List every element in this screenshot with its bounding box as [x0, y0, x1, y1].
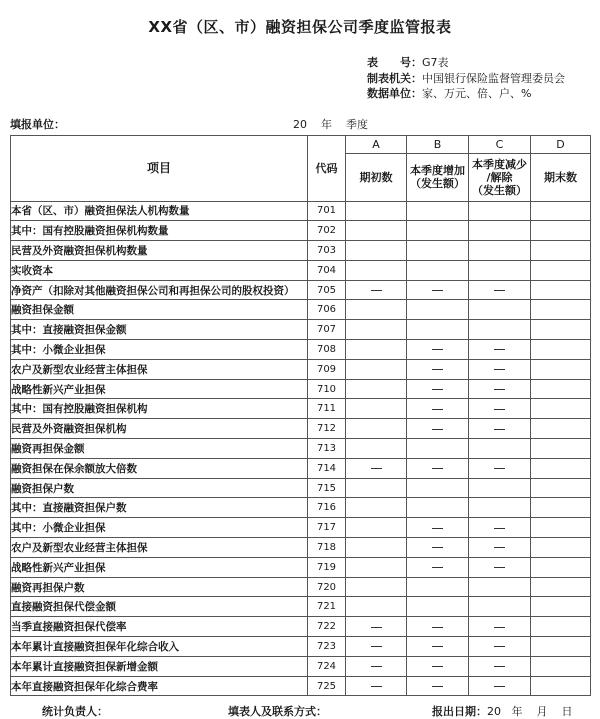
cell-col-b[interactable]	[407, 597, 469, 617]
table-header	[11, 135, 591, 201]
cell-col-a[interactable]	[346, 498, 407, 518]
statistician-label: 统计负责人：	[42, 705, 108, 719]
cell-col-c[interactable]	[469, 260, 531, 280]
issue-date-value: 20 年 月 日	[487, 705, 573, 719]
cell-col-b[interactable]	[407, 201, 469, 221]
not-applicable-dash-icon	[494, 369, 505, 370]
cell-col-a	[346, 656, 407, 676]
not-applicable-dash-icon	[494, 627, 505, 628]
cell-col-a[interactable]	[346, 300, 407, 320]
table-row	[11, 617, 591, 637]
not-applicable-dash-icon	[432, 468, 443, 469]
row-label: 本年直接融资担保年化综合费率	[11, 676, 308, 696]
cell-col-d[interactable]	[531, 399, 591, 419]
not-applicable-dash-icon	[432, 349, 443, 350]
row-code: 724	[308, 656, 346, 676]
cell-col-b	[407, 379, 469, 399]
table-row	[11, 538, 591, 558]
row-code: 706	[308, 300, 346, 320]
cell-col-b[interactable]	[407, 577, 469, 597]
cell-col-d[interactable]	[531, 478, 591, 498]
cell-col-b	[407, 340, 469, 360]
row-code: 716	[308, 498, 346, 518]
cell-col-d[interactable]	[531, 300, 591, 320]
page-title: XX省（区、市）融资担保公司季度监管报表	[148, 18, 452, 36]
cell-col-d[interactable]	[531, 637, 591, 657]
cell-col-b[interactable]	[407, 320, 469, 340]
table-row	[11, 656, 591, 676]
cell-col-c	[469, 419, 531, 439]
header-col-d-line1: 期末数	[544, 170, 577, 184]
meta-row-agency	[10, 71, 582, 87]
cell-col-b[interactable]	[407, 300, 469, 320]
not-applicable-dash-icon	[494, 686, 505, 687]
agency-label: 制表机关：	[367, 71, 422, 85]
header-col-a	[346, 153, 407, 201]
cell-col-b	[407, 518, 469, 538]
cell-col-c[interactable]	[469, 439, 531, 459]
row-label: 其中：小微企业担保	[11, 518, 308, 538]
cell-col-a	[346, 617, 407, 637]
table-row	[11, 439, 591, 459]
cell-col-a[interactable]	[346, 379, 407, 399]
cell-col-b[interactable]	[407, 241, 469, 261]
cell-col-c	[469, 399, 531, 419]
table-row	[11, 399, 591, 419]
row-code: 705	[308, 280, 346, 300]
not-applicable-dash-icon	[432, 547, 443, 548]
cell-col-a[interactable]	[346, 359, 407, 379]
not-applicable-dash-icon	[432, 429, 443, 430]
header-code: 代码	[308, 135, 346, 201]
cell-col-d[interactable]	[531, 518, 591, 538]
header-row-letters	[11, 135, 591, 153]
cell-col-a	[346, 637, 407, 657]
not-applicable-dash-icon	[432, 627, 443, 628]
header-letter-b: B	[407, 135, 469, 153]
cell-col-c	[469, 518, 531, 538]
cell-col-a[interactable]	[346, 538, 407, 558]
cell-col-a[interactable]	[346, 340, 407, 360]
table-row	[11, 300, 591, 320]
cell-col-c	[469, 617, 531, 637]
cell-col-b[interactable]	[407, 260, 469, 280]
cell-col-d[interactable]	[531, 359, 591, 379]
header-col-c-line1: 本季度减少	[472, 157, 527, 171]
cell-col-a[interactable]	[346, 577, 407, 597]
cell-col-b	[407, 557, 469, 577]
cell-col-b	[407, 656, 469, 676]
row-code: 718	[308, 538, 346, 558]
cell-col-c[interactable]	[469, 221, 531, 241]
table-row	[11, 676, 591, 696]
not-applicable-dash-icon	[494, 547, 505, 548]
table-row	[11, 359, 591, 379]
row-label: 其中：国有控股融资担保机构数量	[11, 221, 308, 241]
form-no-value: G7表	[422, 56, 449, 69]
row-code: 713	[308, 439, 346, 459]
table-row	[11, 458, 591, 478]
not-applicable-dash-icon	[494, 468, 505, 469]
row-label: 其中：国有控股融资担保机构	[11, 399, 308, 419]
header-letter-a: A	[346, 135, 407, 153]
filing-period: 20 年 季度	[293, 117, 368, 131]
cell-col-b	[407, 458, 469, 478]
cell-col-d[interactable]	[531, 320, 591, 340]
cell-col-a[interactable]	[346, 419, 407, 439]
cell-col-a[interactable]	[346, 557, 407, 577]
not-applicable-dash-icon	[432, 567, 443, 568]
row-label: 其中：直接融资担保户数	[11, 498, 308, 518]
cell-col-a	[346, 280, 407, 300]
table-row	[11, 379, 591, 399]
row-code: 725	[308, 676, 346, 696]
header-col-c-line2: /解除	[486, 170, 513, 184]
cell-col-a	[346, 676, 407, 696]
cell-col-d[interactable]	[531, 280, 591, 300]
row-code: 720	[308, 577, 346, 597]
table-row	[11, 478, 591, 498]
agency-value: 中国银行保险监督管理委员会	[422, 71, 565, 85]
row-code: 723	[308, 637, 346, 657]
row-code: 703	[308, 241, 346, 261]
data-unit-value: 家、万元、倍、户、%	[422, 87, 532, 100]
not-applicable-dash-icon	[494, 567, 505, 568]
cell-col-a[interactable]	[346, 597, 407, 617]
not-applicable-dash-icon	[432, 389, 443, 390]
cell-col-a[interactable]	[346, 221, 407, 241]
row-code: 707	[308, 320, 346, 340]
header-letter-d: D	[531, 135, 591, 153]
cell-col-a[interactable]	[346, 241, 407, 261]
cell-col-a[interactable]	[346, 201, 407, 221]
cell-col-b	[407, 280, 469, 300]
cell-col-c[interactable]	[469, 320, 531, 340]
cell-col-d[interactable]	[531, 676, 591, 696]
form-meta-block	[10, 55, 590, 102]
cell-col-b[interactable]	[407, 439, 469, 459]
cell-col-d[interactable]	[531, 221, 591, 241]
not-applicable-dash-icon	[432, 409, 443, 410]
row-label: 直接融资担保代偿金额	[11, 597, 308, 617]
not-applicable-dash-icon	[371, 666, 382, 667]
row-label: 融资再担保户数	[11, 577, 308, 597]
not-applicable-dash-icon	[494, 528, 505, 529]
row-code: 701	[308, 201, 346, 221]
not-applicable-dash-icon	[432, 646, 443, 647]
not-applicable-dash-icon	[494, 389, 505, 390]
cell-col-d[interactable]	[531, 458, 591, 478]
row-code: 719	[308, 557, 346, 577]
not-applicable-dash-icon	[432, 290, 443, 291]
cell-col-d[interactable]	[531, 597, 591, 617]
data-unit-label: 数据单位：	[367, 87, 422, 100]
regulatory-report-table	[10, 135, 591, 697]
row-code: 710	[308, 379, 346, 399]
cell-col-b[interactable]	[407, 478, 469, 498]
not-applicable-dash-icon	[371, 646, 382, 647]
cell-col-d[interactable]	[531, 201, 591, 221]
cell-col-a[interactable]	[346, 518, 407, 538]
cell-col-d[interactable]	[531, 557, 591, 577]
row-label: 融资担保金额	[11, 300, 308, 320]
header-col-b-line1: 本季度增加	[410, 164, 465, 177]
row-label: 融资担保户数	[11, 478, 308, 498]
row-label: 本年累计直接融资担保新增金额	[11, 656, 308, 676]
table-row	[11, 597, 591, 617]
cell-col-c[interactable]	[469, 577, 531, 597]
cell-col-c[interactable]	[469, 478, 531, 498]
not-applicable-dash-icon	[494, 349, 505, 350]
form-no-label: 表 号：	[367, 56, 422, 69]
row-code: 717	[308, 518, 346, 538]
cell-col-c	[469, 359, 531, 379]
cell-col-d[interactable]	[531, 617, 591, 637]
row-label: 融资担保在保余额放大倍数	[11, 458, 308, 478]
cell-col-c	[469, 557, 531, 577]
footer-line	[10, 703, 590, 719]
row-label: 实收资本	[11, 260, 308, 280]
row-label: 本省（区、市）融资担保法人机构数量	[11, 201, 308, 221]
row-label: 融资再担保金额	[11, 439, 308, 459]
cell-col-a[interactable]	[346, 320, 407, 340]
cell-col-c[interactable]	[469, 300, 531, 320]
not-applicable-dash-icon	[432, 686, 443, 687]
row-label: 净资产（扣除对其他融资担保公司和再担保公司的股权投资）	[11, 280, 308, 300]
cell-col-b	[407, 419, 469, 439]
not-applicable-dash-icon	[371, 627, 382, 628]
cell-col-d[interactable]	[531, 241, 591, 261]
cell-col-a[interactable]	[346, 399, 407, 419]
cell-col-c	[469, 280, 531, 300]
cell-col-b	[407, 676, 469, 696]
cell-col-d[interactable]	[531, 577, 591, 597]
issue-date	[432, 703, 572, 719]
not-applicable-dash-icon	[432, 369, 443, 370]
filing-unit-label: 填报单位：	[10, 117, 65, 131]
not-applicable-dash-icon	[371, 686, 382, 687]
cell-col-c	[469, 637, 531, 657]
cell-col-c	[469, 656, 531, 676]
not-applicable-dash-icon	[371, 468, 382, 469]
cell-col-c	[469, 538, 531, 558]
header-col-b	[407, 153, 469, 201]
not-applicable-dash-icon	[432, 666, 443, 667]
table-row	[11, 280, 591, 300]
row-code: 722	[308, 617, 346, 637]
meta-row-form-no	[10, 55, 582, 71]
row-label: 战略性新兴产业担保	[11, 379, 308, 399]
table-row	[11, 498, 591, 518]
cell-col-b	[407, 617, 469, 637]
not-applicable-dash-icon	[494, 429, 505, 430]
cell-col-b	[407, 399, 469, 419]
cell-col-d[interactable]	[531, 538, 591, 558]
row-label: 农户及新型农业经营主体担保	[11, 538, 308, 558]
cell-col-c	[469, 458, 531, 478]
header-col-b-line2: （发生额）	[410, 177, 465, 190]
cell-col-c	[469, 379, 531, 399]
table-row	[11, 419, 591, 439]
not-applicable-dash-icon	[494, 409, 505, 410]
cell-col-c	[469, 676, 531, 696]
row-label: 民营及外资融资担保机构数量	[11, 241, 308, 261]
meta-row-unit	[10, 86, 582, 102]
table-row	[11, 577, 591, 597]
table-row	[11, 260, 591, 280]
table-row	[11, 221, 591, 241]
row-label: 当季直接融资担保代偿率	[11, 617, 308, 637]
row-code: 711	[308, 399, 346, 419]
table-row	[11, 340, 591, 360]
header-col-d	[531, 153, 591, 201]
row-label: 其中：直接融资担保金额	[11, 320, 308, 340]
row-code: 709	[308, 359, 346, 379]
row-code: 708	[308, 340, 346, 360]
cell-col-d[interactable]	[531, 419, 591, 439]
filing-line	[10, 116, 590, 132]
cell-col-c[interactable]	[469, 201, 531, 221]
row-code: 704	[308, 260, 346, 280]
preparer-label: 填表人及联系方式：	[228, 705, 327, 719]
cell-col-d[interactable]	[531, 439, 591, 459]
table-row	[11, 320, 591, 340]
header-item: 项目	[11, 135, 308, 201]
header-letter-c: C	[469, 135, 531, 153]
cell-col-d[interactable]	[531, 498, 591, 518]
cell-col-b	[407, 359, 469, 379]
row-label: 农户及新型农业经营主体担保	[11, 359, 308, 379]
table-row	[11, 518, 591, 538]
cell-col-c[interactable]	[469, 241, 531, 261]
cell-col-c	[469, 340, 531, 360]
cell-col-a[interactable]	[346, 439, 407, 459]
cell-col-d[interactable]	[531, 340, 591, 360]
cell-col-a[interactable]	[346, 478, 407, 498]
cell-col-a[interactable]	[346, 260, 407, 280]
cell-col-d[interactable]	[531, 379, 591, 399]
cell-col-c[interactable]	[469, 498, 531, 518]
cell-col-d[interactable]	[531, 656, 591, 676]
not-applicable-dash-icon	[494, 646, 505, 647]
row-code: 714	[308, 458, 346, 478]
not-applicable-dash-icon	[494, 666, 505, 667]
cell-col-b[interactable]	[407, 221, 469, 241]
header-col-a-line1: 期初数	[359, 170, 393, 184]
issue-date-label: 报出日期：	[432, 705, 487, 719]
row-code: 702	[308, 221, 346, 241]
not-applicable-dash-icon	[494, 290, 505, 291]
cell-col-b	[407, 538, 469, 558]
row-label: 其中：小微企业担保	[11, 340, 308, 360]
row-code: 712	[308, 419, 346, 439]
table-row	[11, 557, 591, 577]
not-applicable-dash-icon	[432, 528, 443, 529]
header-col-c	[469, 153, 531, 201]
cell-col-c[interactable]	[469, 597, 531, 617]
cell-col-d[interactable]	[531, 260, 591, 280]
not-applicable-dash-icon	[371, 290, 382, 291]
table-row	[11, 201, 591, 221]
table-row	[11, 637, 591, 657]
cell-col-a	[346, 458, 407, 478]
row-code: 721	[308, 597, 346, 617]
row-label: 本年累计直接融资担保年化综合收入	[11, 637, 308, 657]
table-row	[11, 241, 591, 261]
row-code: 715	[308, 478, 346, 498]
header-col-c-line3: （发生额）	[472, 183, 527, 197]
row-label: 民营及外资融资担保机构	[11, 419, 308, 439]
table-body	[11, 201, 591, 696]
row-label: 战略性新兴产业担保	[11, 557, 308, 577]
cell-col-b[interactable]	[407, 498, 469, 518]
cell-col-b	[407, 637, 469, 657]
